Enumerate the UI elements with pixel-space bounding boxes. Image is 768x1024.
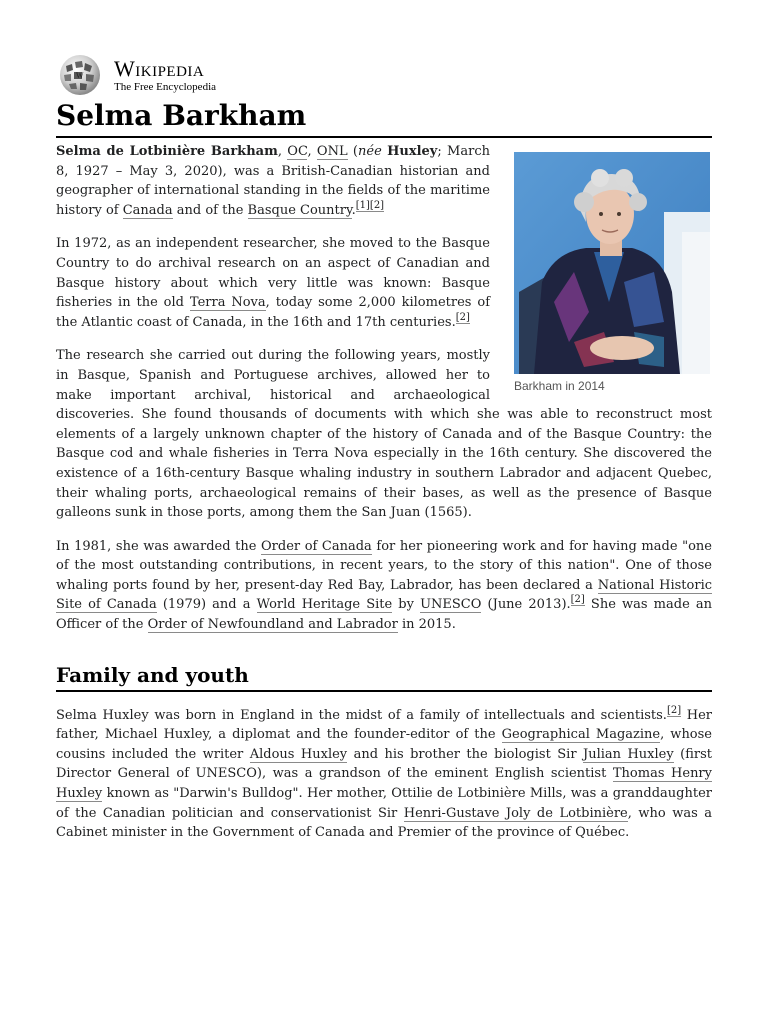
text: for her pioneering work and for having made "one of the most outstanding contributions, in recent years, to the story of this nation". One of those whaling ports found by her, present-day Red Bay, Labrador, has been declared a	[56, 538, 712, 593]
text: (	[347, 144, 358, 159]
text: known as "Darwin's Bulldog". Her mother, Ottilie de Lotbinière Mills, was a granddaughter of the Canadian politician and conservationist Sir	[56, 786, 712, 821]
onl-link[interactable]: ONL	[316, 144, 348, 159]
citation-2-link[interactable]: [2]	[369, 199, 385, 211]
text: ; March 8, 1927 – May 3, 2020), was a British-Canadian historian and geographer of international standing in the fields of the maritime history of	[56, 144, 490, 218]
subject-name: Selma de Lotbinière Barkham	[56, 144, 278, 159]
text: Her father, Michael Huxley, a diplomat and the founder-editor of the	[56, 707, 712, 743]
citation-1-link[interactable]: [1]	[355, 199, 370, 211]
paragraph-4	[56, 537, 712, 635]
basque-country-link[interactable]: Basque Country	[247, 202, 352, 218]
citation-2-link[interactable]: [2]	[666, 704, 682, 716]
text: In 1981, she was awarded the	[56, 538, 261, 554]
citation-2	[571, 594, 585, 606]
citation-2	[667, 705, 681, 717]
infobox	[514, 152, 712, 394]
text: by	[392, 597, 421, 613]
unesco-link[interactable]: UNESCO	[420, 597, 482, 613]
henri-gustave-link[interactable]: Henri-Gustave Joly de Lotbinière	[403, 805, 628, 821]
article-body	[56, 142, 712, 857]
paragraph-3: The research she carried out during the following years, mostly in Basque, Spanish and Portuguese archives, allowed her to make important archival, historical and archaeological discoveries. She found thousands of documents with which she was able to reconstruct most elements of a largely unknown chapter of the history of Canada and of the Basque Country: the Basque cod and whale fisheries in Terra Nova especially in the 16th century. She discovered the existence of a 16th-century Basque whaling industry in southern Labrador and adjacent Quebec, their whaling ports, archaeological remains of their bases, as well as the presence of Basque galleons sunk in those ports, among them the San Juan (1565).	[56, 348, 712, 521]
image-caption: Barkham in 2014	[514, 379, 605, 393]
nee-text: née	[358, 144, 382, 159]
text: (June 2013).	[481, 597, 571, 613]
citation-2	[370, 200, 384, 212]
world-heritage-site-link[interactable]: World Heritage Site	[256, 597, 393, 613]
order-of-canada-link[interactable]: Order of Canada	[261, 538, 372, 554]
site-name: Wikipedia	[114, 55, 205, 81]
aldous-huxley-link[interactable]: Aldous Huxley	[249, 746, 348, 762]
terra-nova-link[interactable]: Terra Nova	[189, 295, 266, 311]
wikipedia-wordmark[interactable]	[114, 55, 217, 93]
canada-link[interactable]: Canada	[122, 202, 173, 218]
thomas-henry-huxley-link[interactable]: Thomas Henry Huxley	[56, 766, 712, 802]
portrait-photo	[514, 152, 710, 374]
site-header	[56, 54, 216, 96]
family-paragraph	[56, 706, 712, 843]
wikipedia-globe-logo-icon[interactable]	[56, 54, 104, 96]
svg-text:W: W	[76, 71, 84, 80]
order-of-newfoundland-link[interactable]: Order of Newfoundland and Labrador	[147, 617, 398, 633]
julian-huxley-link[interactable]: Julian Huxley	[582, 746, 674, 762]
page-title: Selma Barkham	[56, 96, 712, 138]
citation-2	[456, 312, 470, 324]
national-historic-site-link[interactable]: National Historic Site of Canada	[56, 577, 713, 613]
text: and of the	[172, 202, 248, 218]
text: (first Director General of UNESCO), was a grandson of the eminent English scientist	[56, 746, 712, 782]
citation-1	[356, 200, 370, 212]
citation-2-link[interactable]: [2]	[570, 594, 585, 606]
site-tagline: The Free Encyclopedia	[114, 80, 217, 93]
text: Selma Huxley was born in England in the midst of a family of intellectuals and scientists.	[56, 707, 667, 723]
text: in 2015.	[397, 617, 456, 633]
geographical-magazine-link[interactable]: Geographical Magazine	[501, 727, 661, 743]
text: ,	[277, 144, 288, 159]
text: In 1972, as an independent researcher, she moved to the Basque Country to do archival research on an aspect of Canadian and Basque history about which very little was known: Basque fisheries in the old	[56, 236, 490, 311]
citation-2-link[interactable]: [2]	[455, 311, 470, 323]
text: , who was a Cabinet minister in the Government of Canada and Premier of the province of Québec.	[56, 805, 713, 841]
section-heading-family: Family and youth	[56, 661, 712, 692]
text: and his brother the biologist Sir	[347, 746, 583, 762]
oc-link[interactable]: OC	[287, 144, 308, 159]
text: ,	[307, 144, 317, 159]
maiden-name: Huxley	[387, 144, 438, 159]
text: She was made an Officer of the	[56, 597, 712, 633]
text: , whose cousins included the writer	[56, 727, 713, 762]
text: , today some 2,000 kilometres of the Atlantic coast of Canada, in the 16th and 17th centuries.	[56, 295, 491, 330]
text: (1979) and a	[156, 597, 257, 613]
text: .	[351, 202, 356, 218]
